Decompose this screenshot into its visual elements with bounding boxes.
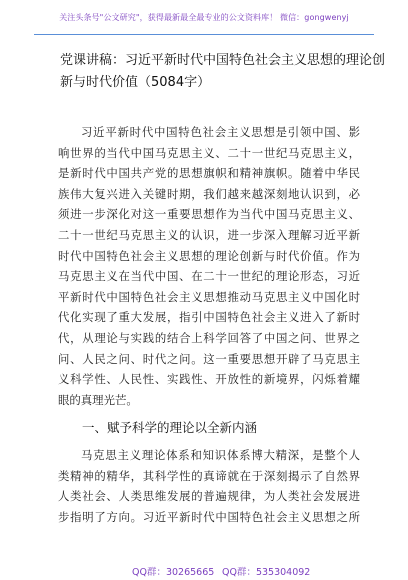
document-title (60, 50, 386, 94)
page-header (0, 0, 408, 40)
text-line: 代化实现了重大发展，指引中国特色社会主义进入了新时 (58, 310, 360, 325)
footer-qq-group-2: QQ群：535304092 (222, 567, 311, 578)
header-notice: 关注头条号"公文研究"，获得最新最全最专业的公文资料库！ 微信：gongwenyj (59, 13, 349, 22)
text-line: 人类社会、人类思维发展的普遍规律，为人类社会发展进 (58, 489, 360, 504)
text-line: 步指明了方向。习近平新时代中国特色社会主义思想之所 (58, 509, 360, 524)
paragraph-intro (58, 122, 360, 410)
page-footer (0, 560, 408, 580)
title-line-2: 新与时代价值（5084字） (60, 75, 211, 90)
header-divider (34, 34, 374, 35)
text-line: 时代中国特色社会主义思想的理论创新与时代价值。作为 (58, 248, 360, 263)
text-line: 义科学性、人民性、实践性、开放性的新境界，闪烁着耀 (58, 372, 360, 387)
text-line: 须进一步深化对这一重要思想作为当代中国马克思主义、 (58, 207, 360, 222)
text-line: 族伟大复兴进入关键时期，我们越来越深刻地认识到，必 (58, 186, 360, 201)
text-line: 马克思主义理论体系和知识体系博大精深，是整个人 (81, 448, 360, 462)
text-line: 马克思主义在当代中国、在二十一世纪的理论形态，习近 (58, 269, 360, 284)
text-line: 类精神的精华，其科学性的真谛就在于深刻揭示了自然界 (58, 468, 360, 483)
text-line: 平新时代中国特色社会主义思想推动马克思主义中国化时 (58, 289, 360, 304)
text-line: 习近平新时代中国特色社会主义思想是引领中国、影 (81, 125, 360, 139)
section-heading-1: 一、赋予科学的理论以全新内涵 (82, 420, 258, 435)
text-line: 是新时代中国共产党的思想旗帜和精神旗帜。随着中华民 (58, 166, 360, 181)
paragraph-section-1 (58, 445, 360, 527)
text-line: 二十一世纪马克思主义的认识，进一步深入理解习近平新 (58, 227, 360, 242)
text-line: 代，从理论与实践的结合上科学回答了中国之问、世界之 (58, 330, 360, 345)
text-line: 响世界的当代中国马克思主义、二十一世纪马克思主义， (58, 145, 360, 160)
text-line: 问、人民之问、时代之问。这一重要思想开辟了马克思主 (58, 351, 360, 366)
text-line: 眼的真理光芒。 (58, 392, 138, 407)
footer-qq-group-1: QQ群：30265665 (132, 567, 215, 578)
title-line-1: 党课讲稿：习近平新时代中国特色社会主义思想的理论创 (60, 53, 386, 68)
